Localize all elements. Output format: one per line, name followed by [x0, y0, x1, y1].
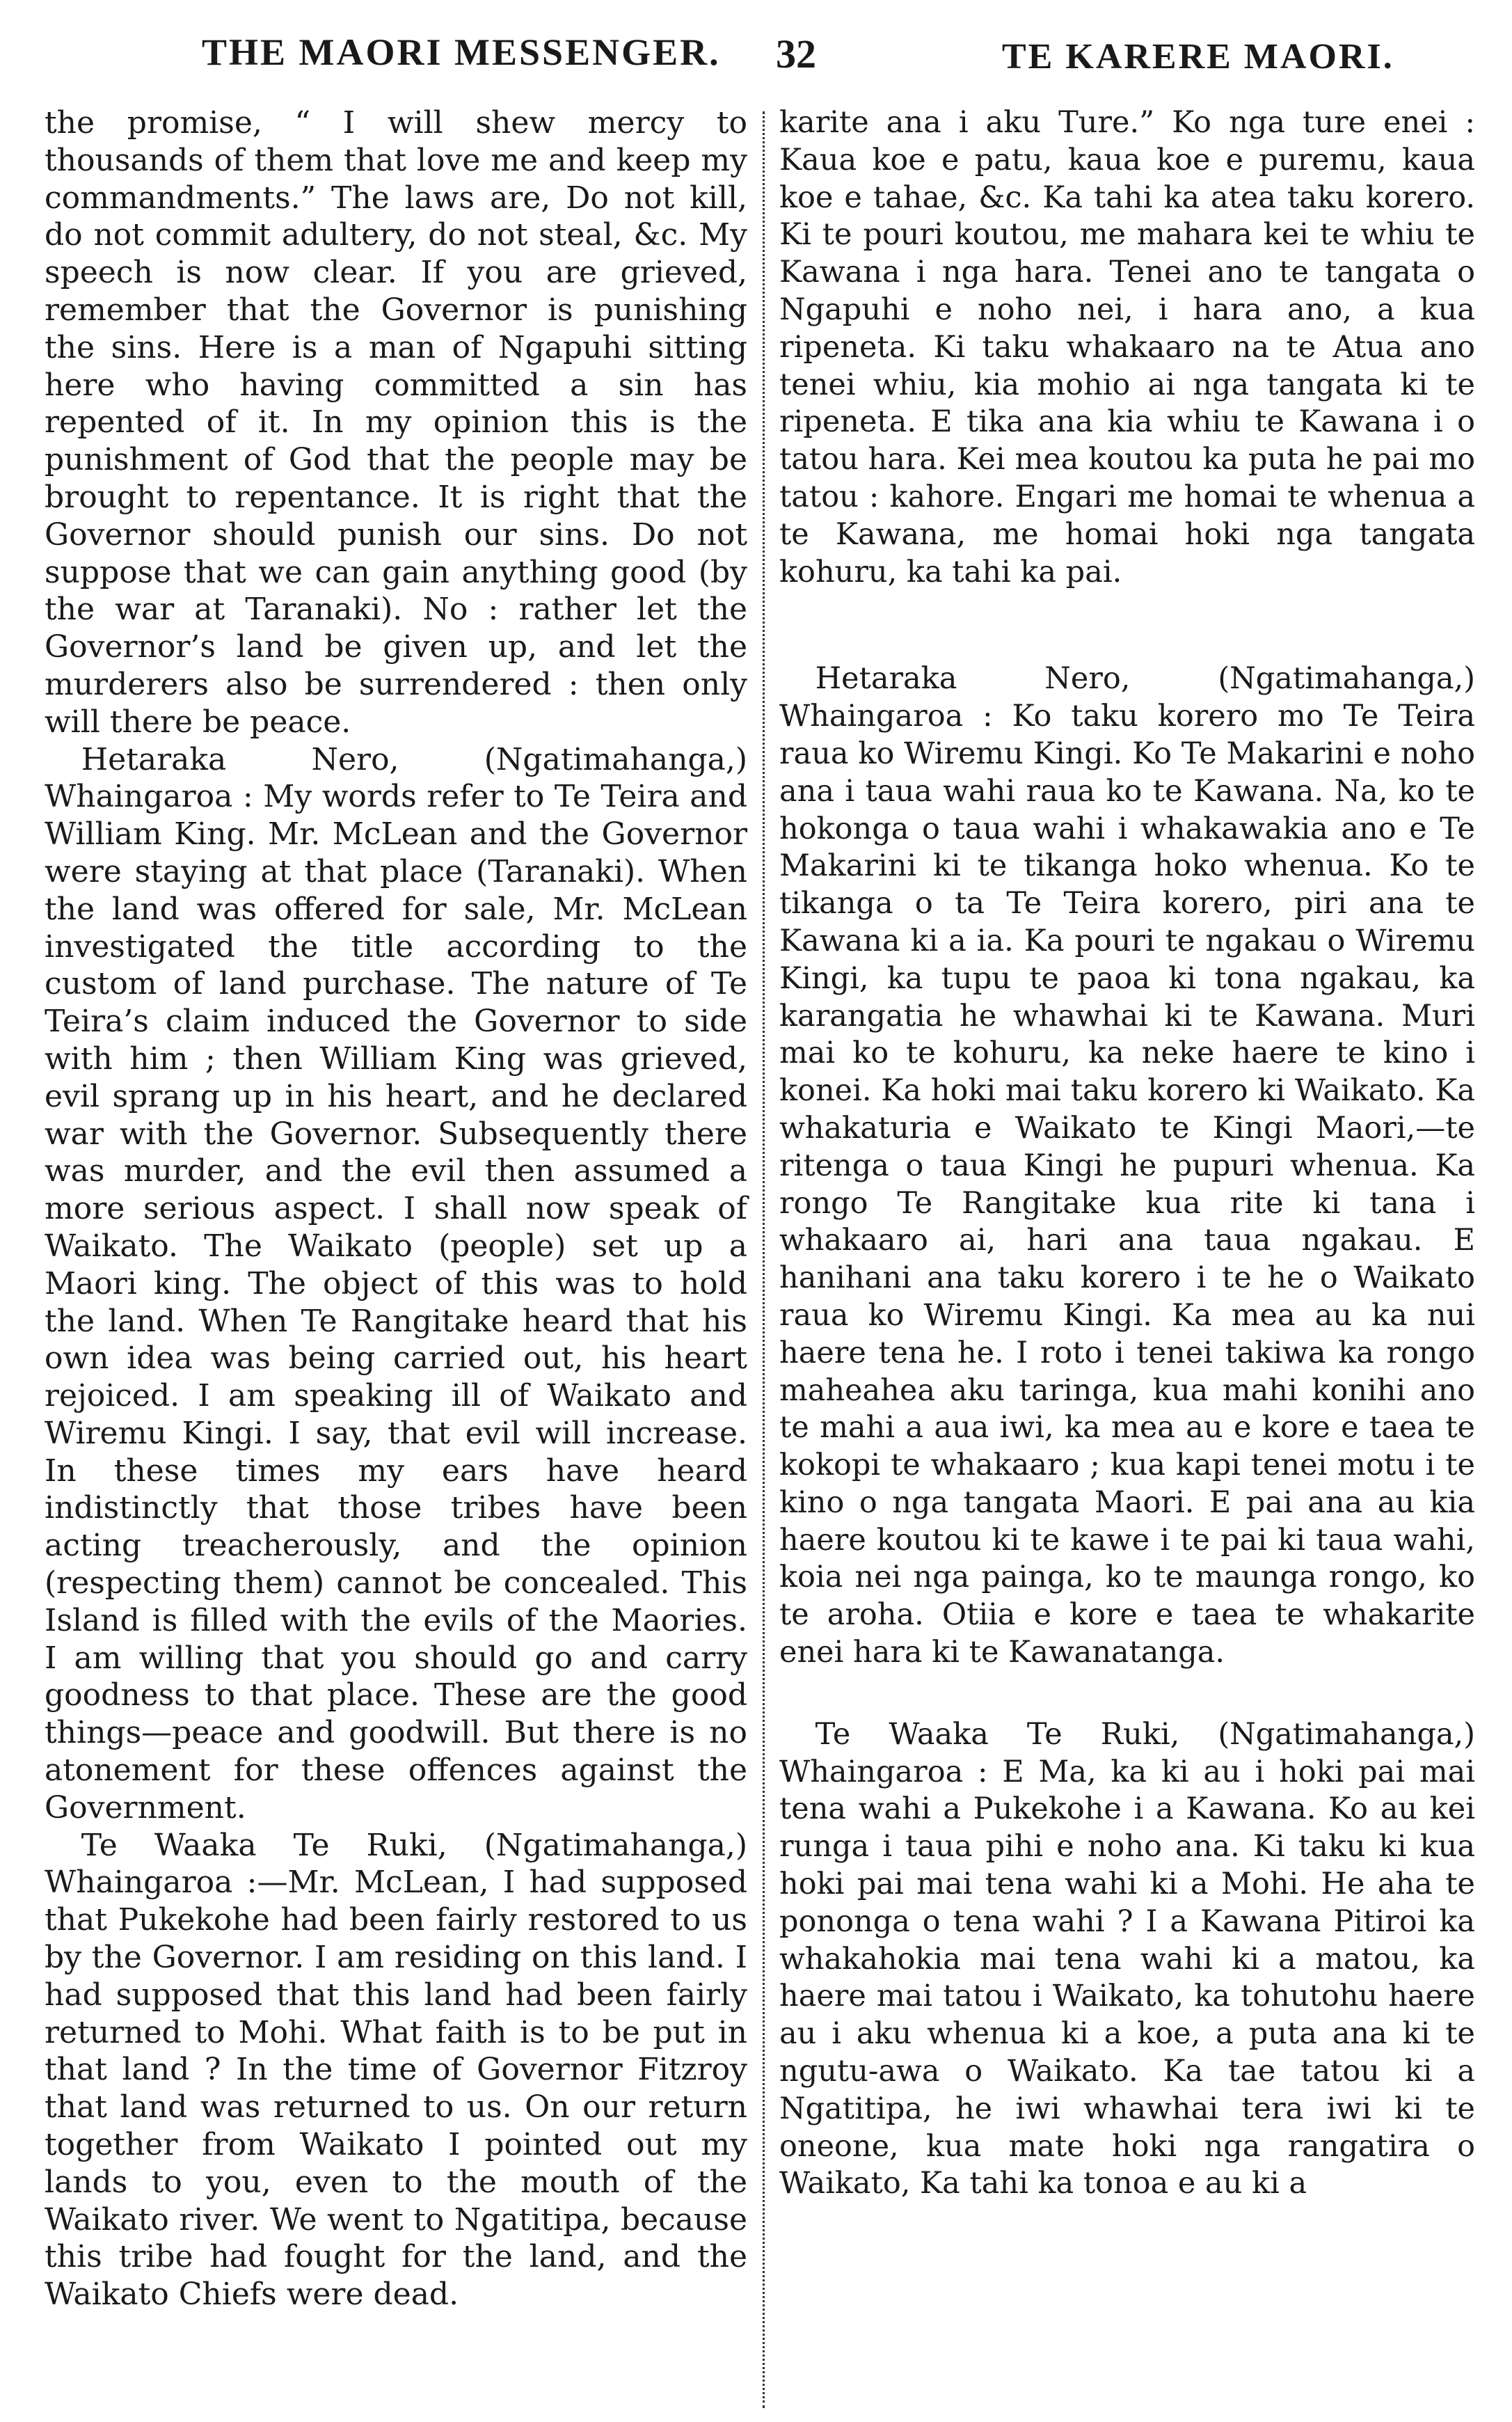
- english-paragraph-2: Hetaraka Nero, (Ngatimahanga,) Whaingaroa : My words refer to Te Teira and William King. Mr. McLean and the Governor were staying at that place (Taranaki). When the land was offered for sale, Mr. McLean investigated the title according to the custom of land purchase. The nature of Te Teira’s claim induced the Governor to side with him ; then William King was grieved, evil sprang up in his heart, and he declared war with the Governor. Subsequently there was murder, and the evil then assumed a more serious aspect. I shall now speak of Waikato. The Waikato (people) set up a Maori king. The object of this was to hold the land. When Te Rangitake heard that his own idea was being carried out, his heart rejoiced. I am speaking ill of Waikato and Wiremu Kingi. I say, that evil will increase. In these times my ears have heard indistinctly that those tribes have been acting treacherously, and the opinion (respecting them) cannot be concealed. This Island is filled with the evils of the Maories. I am willing that you should go and carry goodness to that place. These are the good things—peace and goodwill. But there is no atonement for these offences against the Government.: [45, 741, 747, 1826]
- english-paragraph-1: the promise, “ I will shew mercy to thousands of them that love me and keep my commandments.” The laws are, Do not kill, do not commit adultery, do not steal, &c. My speech is now clear. If you are grieved, remember that the Governor is punishing the sins. Here is a man of Ngapuhi sitting here who having committed a sin has repented of it. In my opinion this is the punishment of God that the people may be brought to repentance. It is right that the Governor should punish our sins. Do not suppose that we can gain anything good (by the war at Taranaki). No : rather let the Governor’s land be given up, and let the murderers also be surrendered : then only will there be peace.: [45, 105, 747, 740]
- english-column: [45, 104, 747, 2313]
- page-number: 32: [776, 31, 816, 77]
- english-paragraph-3: Te Waaka Te Ruki, (Ngatimahanga,) Whaingaroa :—Mr. McLean, I had supposed that Pukekohe had been fairly restored to us by the Governor. I am residing on this land. I had supposed that this land had been fairly returned to Mohi. What faith is to be put in that land ? In the time of Governor Fitzroy that land was returned to us. On our return together from Waikato I pointed out my lands to you, even to the mouth of the Waikato river. We went to Ngatitipa, because this tribe had fought for the land, and the Waikato Chiefs were dead.: [45, 1827, 747, 2313]
- page-header: [0, 24, 1512, 86]
- paragraph-spacer: [779, 1672, 1475, 1716]
- maori-column: [779, 104, 1475, 2203]
- maori-paragraph-3: Te Waaka Te Ruki, (Ngatimahanga,) Whaingaroa : E Ma, ka ki au i hoki pai mai tena wahi a Pukekohe i a Kawana. Ko au kei runga i taua pihi e noho ana. Ki taku ki kua hoki pai mai tena wahi ki a Mohi. He aha te pononga o tena wahi ? I a Kawana Pitiroi ka whakahokia mai tena wahi ki a matou, ka haere mai tatou i Waikato, ka tohutohu haere au i aku whenua ki a koe, a puta ana ki te ngutu-awa o Waikato. Ka tae tatou ki a Ngatitipa, he iwi whawhai tera iwi ki te oneone, kua mate hoki nga rangatira o Waikato, Ka tahi ka tonoa e au ki a: [779, 1716, 1475, 2201]
- maori-paragraph-2: Hetaraka Nero, (Ngatimahanga,) Whaingaroa : Ko taku korero mo Te Teira raua ko Wiremu Kingi. Ko Te Makarini e noho ana i taua wahi raua ko te Kawana. Na, ko te hokonga o taua wahi i whakawakia ano e Te Makarini ki te tikanga hoko whenua. Ko te tikanga o ta Te Teira korero, piri ana te Kawana ki a ia. Ka pouri te ngakau o Wiremu Kingi, ka tupu te paoa ki tona ngakau, ka karangatia he whawhai ki te Kawana. Muri mai ko te kohuru, ka neke haere te kino i konei. Ka hoki mai taku korero ki Waikato. Ka whakaturia e Waikato te Kingi Maori,—te ritenga o taua Kingi he pupuri whenua. Ka rongo Te Rangitake kua rite ki tana i whakaaro ai, hari ana taua ngakau. E hanihani ana taku korero i te he o Waikato raua ko Wiremu Kingi. Ka mea au ka nui haere tena he. I roto i tenei takiwa ka rongo maheahea aku taringa, kua mahi konihi ano te mahi a aua iwi, ka mea au e kore e taea te kokopi te whakaaro ; kua kapi tenei motu i te kino o nga tangata Maori. E pai ana au kia haere koutou ki te kawe i te pai ki taua wahi, koia nei nga painga, ko te maunga rongo, ko te aroha. Otiia e kore e taea te whakarite enei hara ki te Kawanatanga.: [779, 661, 1475, 1670]
- column-divider: [763, 111, 765, 2408]
- header-right-title: TE KARERE MAORI.: [1002, 37, 1394, 77]
- maori-paragraph-1: karite ana i aku Ture.” Ko nga ture enei : Kaua koe e patu, kaua koe e puremu, kaua koe e tahae, &c. Ka tahi ka atea taku korero. Ki te pouri koutou, me mahara kei te whiu te Kawana i nga hara. Tenei ano te tangata o Ngapuhi e noho nei, i hara ano, a kua ripeneta. Ki taku whakaaro na te Atua ano tenei whiu, kia mohio ai nga tangata ki te ripeneta. E tika ana kia whiu te Kawana i o tatou hara. Kei mea koutou ka puta he pai mo tatou : kahore. Engari me homai te whenua a te Kawana, me homai hoki nga tangata kohuru, ka tahi ka pai.: [779, 105, 1475, 589]
- paragraph-spacer: [779, 591, 1475, 660]
- header-left-title: THE MAORI MESSENGER.: [202, 31, 721, 73]
